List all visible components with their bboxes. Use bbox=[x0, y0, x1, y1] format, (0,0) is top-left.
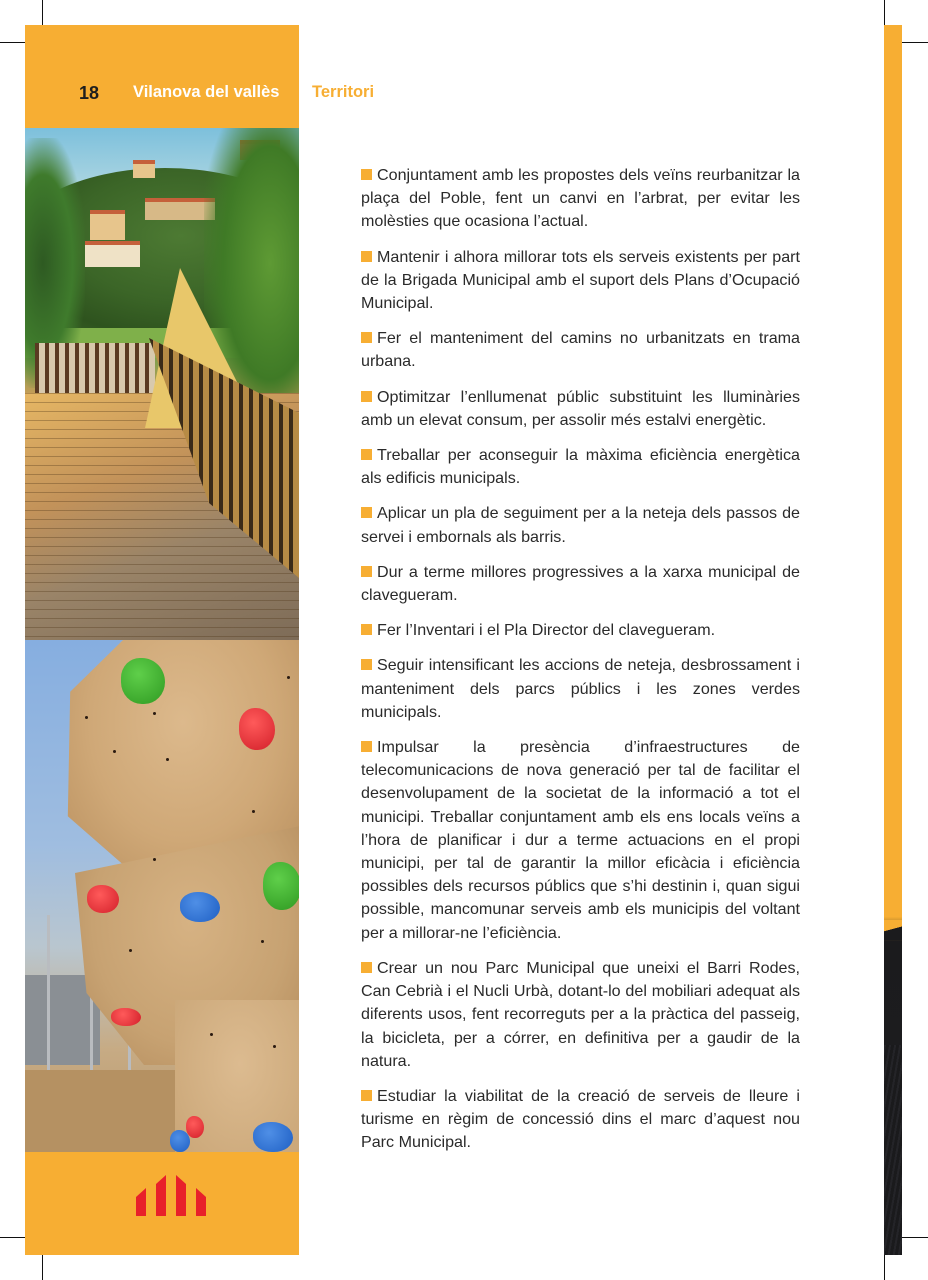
orange-square-bullet-icon bbox=[361, 741, 372, 752]
main-text bbox=[361, 164, 800, 1167]
document-title: Vilanova del vallès bbox=[133, 83, 280, 101]
bolt-hole bbox=[166, 758, 169, 761]
orange-square-bullet-icon bbox=[361, 962, 372, 973]
orange-square-bullet-icon bbox=[361, 659, 372, 670]
paragraph bbox=[361, 736, 800, 945]
house bbox=[90, 210, 125, 240]
bolt-hole bbox=[287, 676, 290, 679]
crop-mark-top-right-h bbox=[900, 42, 928, 43]
orange-square-bullet-icon bbox=[361, 169, 372, 180]
paragraph bbox=[361, 386, 800, 432]
bridge-railing bbox=[35, 343, 155, 398]
bolt-hole bbox=[153, 712, 156, 715]
paragraph-text: Fer l’Inventari i el Pla Director del clavegueram. bbox=[377, 621, 716, 640]
strip-texture bbox=[884, 1045, 902, 1255]
bolt-hole bbox=[210, 1033, 213, 1036]
bolt-hole bbox=[273, 1045, 276, 1048]
red-climbing-hold bbox=[87, 885, 119, 913]
paragraph bbox=[361, 561, 800, 607]
crop-mark-top-left-v bbox=[42, 0, 43, 25]
paragraph bbox=[361, 619, 800, 642]
paragraph bbox=[361, 957, 800, 1073]
paragraph bbox=[361, 502, 800, 548]
orange-square-bullet-icon bbox=[361, 332, 372, 343]
paragraph-text: Optimitzar l’enllumenat públic substituint les lluminàries amb un elevat consum, per assolir més estalvi energètic. bbox=[361, 387, 800, 429]
crop-mark-bottom-left-h bbox=[0, 1237, 25, 1238]
section-title: Territori bbox=[312, 83, 375, 101]
paragraph-text: Conjuntament amb les propostes dels veïns reurbanitzar la plaça del Poble, fent un canvi en l’arbrat, per evitar les molèsties que ocasiona l’actual. bbox=[361, 166, 800, 231]
paragraph-text: Dur a terme millores progressives a la xarxa municipal de clavegueram. bbox=[361, 562, 800, 605]
bolt-hole bbox=[153, 858, 156, 861]
wooden-footbridge-photo bbox=[25, 128, 299, 640]
paragraph-text: Estudiar la viabilitat de la creació de serveis de lleure i turisme en règim de concessió dins el marc d’aquest nou Parc Municipal. bbox=[361, 1086, 800, 1152]
orange-square-bullet-icon bbox=[361, 624, 372, 635]
orange-square-bullet-icon bbox=[361, 391, 372, 402]
bolt-hole bbox=[113, 750, 116, 753]
climbing-wall-photo bbox=[25, 640, 299, 1152]
bolt-hole bbox=[261, 940, 264, 943]
paragraph-text: Seguir intensificant les accions de neteja, desbrossament i manteniment dels parcs públics i les zones verdes municipals. bbox=[361, 656, 800, 721]
blue-climbing-hold bbox=[170, 1130, 190, 1152]
sand-ground bbox=[25, 1070, 185, 1152]
paragraph-text: Aplicar un pla de seguiment per a la neteja dels passos de servei i embornals als barris. bbox=[361, 504, 800, 546]
paragraph bbox=[361, 1085, 800, 1155]
green-climbing-hold bbox=[263, 862, 299, 910]
paragraph-text: Fer el manteniment del camins no urbanitzats en trama urbana. bbox=[361, 329, 800, 371]
right-edge-strip bbox=[884, 25, 902, 1255]
orange-square-bullet-icon bbox=[361, 507, 372, 518]
paragraph bbox=[361, 654, 800, 724]
fence-pole bbox=[47, 915, 50, 1095]
bolt-hole bbox=[129, 949, 132, 952]
red-climbing-hold bbox=[186, 1116, 204, 1138]
paragraph-text: Crear un nou Parc Municipal que uneixi el Barri Rodes, Can Cebrià i el Nucli Urbà, dotant-lo del mobiliari adequat als diferents usos, fent recorreguts per a la pràctica del passeig, la bicicleta, per a córrer, en definitiva per a gaudir de la natura. bbox=[361, 958, 800, 1070]
orange-square-bullet-icon bbox=[361, 251, 372, 262]
header-bar bbox=[25, 25, 299, 128]
house bbox=[133, 160, 155, 178]
orange-square-bullet-icon bbox=[361, 1090, 372, 1101]
paragraph-text: Impulsar la presència d’infraestructures de telecomunicacions de nova generació per tal de facilitar el desenvolupament de la societat de la informació a tot el municipi. Treballar conjuntament amb els ens locals veïns a l’hora de planificar i dur a terme actuacions en el propi municipi, per tal de garantir la millor eficàcia i eficiència possibles dels recursos públics que s’hi destinin i, quan sigui possible, mancomunar serveis amb els municipis del voltant per a millorar-ne l’eficiència. bbox=[361, 738, 800, 942]
house bbox=[85, 241, 140, 267]
orange-square-bullet-icon bbox=[361, 449, 372, 460]
four-red-bars-logo bbox=[136, 1175, 208, 1217]
paragraph bbox=[361, 164, 800, 234]
paragraph bbox=[361, 327, 800, 373]
crop-mark-bottom-left-v bbox=[42, 1255, 43, 1280]
blue-climbing-hold bbox=[180, 892, 220, 922]
crop-mark-top-left-h bbox=[0, 42, 25, 43]
red-climbing-hold bbox=[239, 708, 275, 750]
paragraph bbox=[361, 246, 800, 316]
paragraph-text: Treballar per aconseguir la màxima eficiència energètica als edificis municipals. bbox=[361, 446, 800, 488]
bolt-hole bbox=[252, 810, 255, 813]
bolt-hole bbox=[85, 716, 88, 719]
orange-square-bullet-icon bbox=[361, 566, 372, 577]
red-climbing-hold bbox=[111, 1008, 141, 1026]
green-climbing-hold bbox=[121, 658, 165, 704]
paragraph bbox=[361, 444, 800, 490]
page-number: 18 bbox=[79, 83, 100, 103]
strip-transition bbox=[884, 920, 902, 940]
blue-climbing-hold bbox=[253, 1122, 293, 1152]
paragraph-text: Mantenir i alhora millorar tots els serveis existents per part de la Brigada Municipal amb el suport dels Plans d’Ocupació Municipal. bbox=[361, 247, 800, 313]
